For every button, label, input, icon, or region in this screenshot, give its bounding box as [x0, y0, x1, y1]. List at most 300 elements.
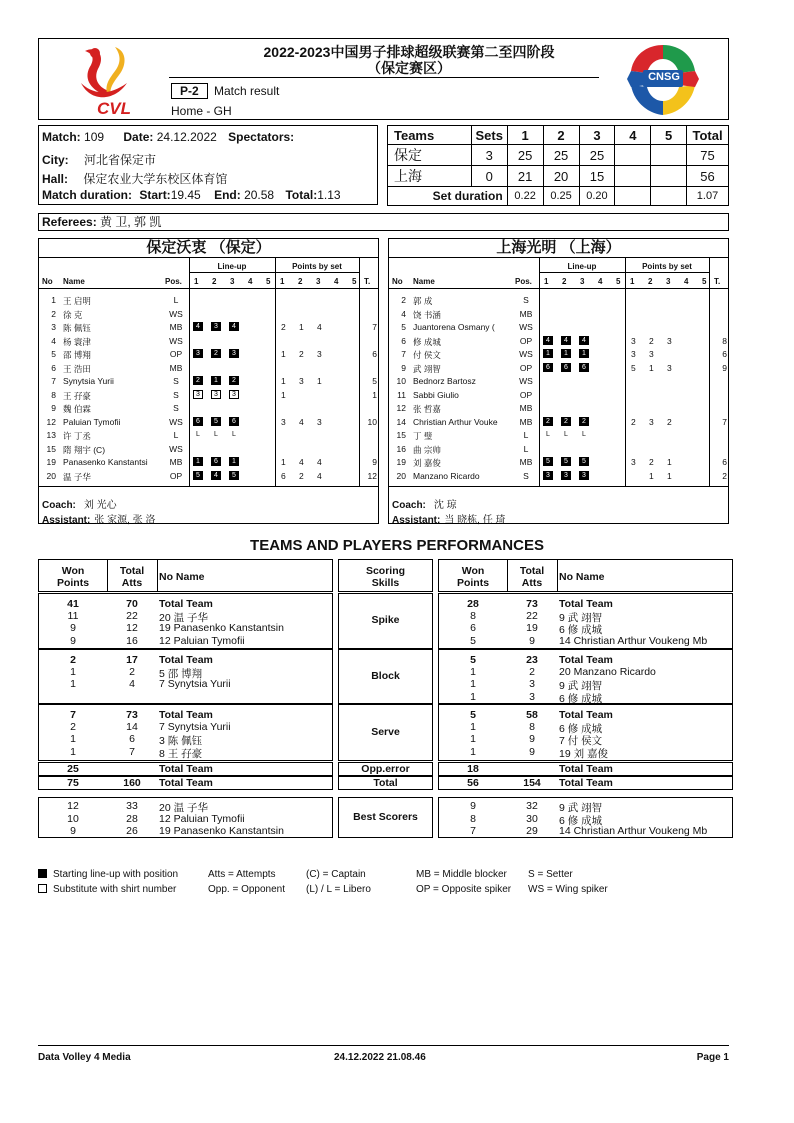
player-name: Bednorz Bartosz — [413, 376, 476, 386]
col-no: No — [392, 277, 403, 286]
row-label: Total — [373, 777, 398, 789]
player-row — [39, 457, 378, 471]
set-points: 4 — [317, 457, 322, 467]
player-row — [389, 309, 728, 323]
player-number: 13 — [46, 430, 56, 440]
match-number: 109 — [84, 130, 105, 144]
hdr-sets: Sets — [471, 126, 507, 145]
cvl-logo-text: CVL — [97, 99, 131, 118]
legend-captain: (C) = Captain — [306, 869, 366, 880]
player-number: 12 — [396, 403, 406, 413]
sets-won: 3 — [471, 145, 507, 166]
hdr-total: Total — [687, 126, 729, 145]
set-points: 3 — [649, 349, 654, 359]
legend-mb: MB = Middle blocker — [416, 869, 507, 880]
player-row — [39, 390, 378, 404]
player-name: 20 Manzano Ricardo — [559, 666, 656, 679]
referees-box — [38, 213, 729, 231]
lineup-cell: 2 — [211, 349, 221, 358]
hdr-points: Points — [456, 577, 490, 589]
set-points: 3 — [631, 335, 636, 346]
skill-name: Serve — [371, 725, 400, 738]
won-points: 10 — [67, 812, 79, 825]
skill-block-label — [338, 593, 433, 649]
opp_error-away — [438, 762, 733, 776]
hdr-set4: 4 — [615, 126, 651, 145]
header-divider — [39, 288, 378, 289]
header-box — [38, 38, 729, 120]
lineup-cell: 6 — [193, 417, 203, 426]
player-name: 19 刘 嘉俊 — [559, 747, 609, 760]
total-atts: 160 — [123, 777, 141, 789]
total-atts: 30 — [526, 812, 538, 825]
col-no: No — [42, 277, 53, 286]
player-position: L — [173, 295, 179, 305]
player-name: Total Team — [159, 709, 213, 721]
total-atts: 9 — [529, 745, 535, 758]
player-number: 7 — [401, 349, 406, 359]
skill-name: Block — [371, 669, 400, 682]
won-points: 2 — [70, 654, 76, 666]
lineup-cell: 4 — [579, 336, 589, 345]
total-points: 56 — [687, 166, 729, 187]
row-total-label: Total Team — [159, 777, 213, 789]
total-atts: 4 — [129, 678, 135, 691]
skill-block-away — [438, 704, 733, 761]
player-name: 王 启明 — [63, 296, 91, 306]
hdr-total: Total — [119, 565, 145, 577]
col-set: 1 — [544, 277, 549, 286]
assistant-label: Assistant: — [392, 515, 441, 526]
player-name: 陈 佩钰 — [63, 323, 91, 333]
set-score: 25 — [507, 145, 543, 166]
cnsg-logo-text: CNSG — [648, 71, 680, 83]
lineup-cell: L — [232, 431, 236, 438]
won-points: 1 — [470, 678, 476, 691]
set-points: 1 — [281, 349, 286, 359]
total-atts: 32 — [526, 800, 538, 812]
set-points: 1 — [281, 376, 286, 386]
set-duration-label: Set duration — [388, 187, 508, 206]
player-number: 9 — [401, 362, 406, 373]
skill-block-home — [38, 704, 333, 761]
player-number: 11 — [397, 389, 406, 400]
start-label: Start: — [139, 188, 171, 202]
header-divider — [189, 272, 359, 273]
set-duration-total: 1.07 — [687, 187, 729, 206]
col-set: 4 — [598, 277, 603, 286]
match-date: 24.12.2022 — [156, 130, 217, 144]
player-name: 9 武 翊智 — [559, 612, 603, 625]
lineup-cell: 5 — [211, 417, 221, 426]
col-divider — [507, 560, 508, 591]
city-line — [42, 151, 156, 168]
set-points: 3 — [281, 416, 286, 427]
player-number: 10 — [396, 376, 406, 386]
player-name: 8 王 孖豪 — [159, 747, 203, 760]
player-number: 12 — [46, 416, 56, 427]
lineup-cell: 3 — [229, 349, 239, 358]
lineup-cell: 1 — [193, 457, 203, 466]
lineup-cell: 4 — [193, 322, 203, 331]
set-points: 2 — [299, 349, 304, 359]
total-atts: 154 — [523, 777, 541, 789]
city-label: City: — [42, 153, 69, 167]
best-label: Best Scorers — [353, 811, 418, 823]
player-name: 3 陈 佩钰 — [159, 735, 203, 748]
player-name: 邵 博翔 — [63, 350, 91, 360]
player-name: 王 浩田 — [63, 363, 91, 374]
score-row-away — [388, 166, 729, 187]
won-points: 18 — [467, 763, 479, 775]
set-points: 1 — [299, 322, 304, 332]
player-name: 5 邵 博翔 — [159, 668, 203, 681]
hdr-set3: 3 — [579, 126, 615, 145]
col-set: 4 — [684, 277, 689, 286]
won-points: 1 — [470, 721, 476, 734]
player-name: Total Team — [559, 709, 613, 721]
total-atts: 28 — [126, 812, 138, 825]
hdr-set2: 2 — [543, 126, 579, 145]
referees-names: 黄 卫, 郭 凯 — [100, 215, 162, 229]
set-points: 2 — [281, 322, 286, 332]
player-number: 2 — [51, 308, 56, 319]
set-score: 21 — [507, 166, 543, 187]
player-position: OP — [169, 470, 183, 481]
player-row — [39, 417, 378, 431]
set-points: 1 — [317, 376, 322, 386]
set-points: 1 — [649, 470, 654, 481]
set-points: 3 — [317, 349, 322, 359]
set-score — [651, 145, 687, 166]
won-points: 11 — [67, 610, 79, 623]
set-points: 1 — [281, 457, 286, 467]
player-name: 20 温 子华 — [159, 612, 209, 625]
spectators-label: Spectators: — [228, 130, 295, 144]
player-row — [39, 363, 378, 377]
set-points: 3 — [667, 362, 672, 373]
set-duration: 0.22 — [507, 187, 543, 206]
legend-libero: (L) / L = Libero — [306, 884, 371, 895]
won-points: 9 — [70, 622, 76, 635]
team-title: 保定沃衷 （保定） — [39, 239, 378, 258]
total-atts: 6 — [129, 733, 135, 746]
player-row — [389, 457, 728, 471]
hdr-set5: 5 — [651, 126, 687, 145]
col-set: 4 — [248, 277, 253, 286]
player-name: 7 付 侯文 — [559, 735, 603, 748]
player-row — [39, 430, 378, 444]
perf-header-skills — [338, 559, 433, 592]
city-value: 河北省保定市 — [84, 153, 157, 167]
legend-opp: Opp. = Opponent — [208, 884, 286, 895]
col-set: 1 — [630, 277, 635, 286]
performance-title: TEAMS AND PLAYERS PERFORMANCES — [250, 537, 544, 554]
won-points: 1 — [70, 745, 76, 758]
set-points: 3 — [317, 416, 322, 427]
lineup-cell: 2 — [229, 376, 239, 385]
hdr-points: Points — [56, 577, 90, 589]
row-total-label: Total Team — [559, 777, 613, 789]
won-points: 28 — [467, 598, 479, 610]
player-name: Paluian Tymofii — [63, 416, 121, 427]
duration-label: Match duration: — [42, 188, 132, 202]
player-position: S — [173, 389, 179, 400]
set-points: 3 — [299, 376, 304, 386]
assistant-line — [392, 511, 505, 526]
won-points: 1 — [70, 733, 76, 746]
hdr-noname: No Name — [559, 571, 605, 583]
hdr-won: Won — [461, 565, 485, 577]
coach-label: Coach: — [42, 500, 76, 511]
lineup-cell: 2 — [579, 417, 589, 426]
team-title: 上海光明 （上海） — [389, 239, 728, 258]
col-set: 3 — [666, 277, 671, 286]
player-name: 武 翊智 — [413, 363, 441, 374]
player-name: 6 修 成城 — [559, 723, 603, 736]
player-name: 魏 伯霖 — [63, 404, 91, 414]
legend-s: S = Setter — [528, 869, 573, 880]
lineup-header: Line-up — [217, 262, 247, 271]
player-name: 7 Synytsia Yurii — [159, 721, 231, 734]
won-points: 1 — [470, 690, 476, 703]
set-score — [615, 145, 651, 166]
player-row — [39, 309, 378, 323]
won-points: 9 — [470, 800, 476, 812]
doc-name: Match result — [214, 84, 280, 98]
total-atts: 9 — [529, 733, 535, 746]
player-total: 7 — [372, 322, 377, 332]
won-points: 75 — [67, 777, 79, 789]
set-points: 1 — [667, 470, 672, 481]
lineup-cell: 3 — [211, 322, 221, 331]
header-divider — [539, 272, 709, 273]
player-row — [389, 417, 728, 431]
player-name: 14 Christian Arthur Voukeng Mb — [559, 825, 708, 837]
header-divider — [389, 288, 728, 289]
lineup-cell: 5 — [579, 457, 589, 466]
match-info-box — [38, 125, 378, 205]
assistant-label: Assistant: — [42, 515, 91, 526]
player-position: L — [173, 430, 179, 440]
player-number: 5 — [401, 322, 406, 332]
coach-line — [42, 496, 117, 511]
player-position: L — [523, 443, 529, 454]
player-name: 12 Paluian Tymofii — [159, 634, 245, 647]
player-position: WS — [169, 416, 183, 427]
col-set: 5 — [266, 277, 271, 286]
lineup-cell: 4 — [211, 471, 221, 480]
score-table — [387, 125, 729, 206]
total-atts: 26 — [126, 825, 138, 837]
set-points: 2 — [667, 416, 672, 427]
player-total: 1 — [372, 389, 377, 400]
player-number: 6 — [401, 335, 406, 346]
won-points: 5 — [470, 634, 476, 647]
best-scorers-home — [38, 797, 333, 838]
total-atts: 9 — [529, 634, 535, 647]
player-number: 3 — [51, 322, 56, 332]
col-set: 2 — [562, 277, 567, 286]
filled-square-icon — [38, 869, 47, 878]
footer — [38, 1045, 729, 1063]
player-position: WS — [169, 443, 183, 454]
player-total: 5 — [372, 376, 377, 386]
set-points: 1 — [667, 457, 672, 467]
lineup-cell: L — [196, 431, 200, 438]
col-set: 2 — [212, 277, 217, 286]
player-row — [389, 471, 728, 485]
col-set: 5 — [702, 277, 707, 286]
player-position: MB — [519, 403, 533, 413]
set-points: 5 — [631, 362, 636, 373]
player-name: 许 丁丞 — [63, 431, 91, 441]
player-number: 4 — [51, 335, 56, 346]
col-name: Name — [63, 277, 85, 286]
player-name: Juantorena Osmany ( — [413, 322, 495, 332]
row-total-label: Total Team — [559, 763, 613, 775]
total-atts: 58 — [526, 709, 538, 721]
coach-name: 刘 光心 — [83, 500, 117, 511]
player-total: 12 — [367, 470, 377, 481]
set-score — [651, 166, 687, 187]
team-name: 保定 — [388, 145, 472, 166]
lineup-cell: 3 — [193, 390, 203, 399]
skill-block-away — [438, 649, 733, 704]
hdr-teams: Teams — [388, 126, 472, 145]
player-name: Total Team — [159, 598, 213, 610]
total-label: Total: — [285, 188, 318, 202]
col-pos: Pos. — [165, 277, 182, 286]
hdr-atts: Atts — [121, 577, 143, 589]
total-atts: 14 — [126, 721, 138, 734]
set-points: 3 — [631, 349, 636, 359]
player-total: 7 — [722, 416, 727, 427]
coach-divider — [389, 486, 728, 487]
footer-timestamp: 24.12.2022 21.08.46 — [334, 1052, 426, 1063]
player-position: MB — [519, 308, 533, 319]
lineup-cell: 2 — [561, 417, 571, 426]
lineup-cell: L — [582, 431, 586, 438]
legend-ws: WS = Wing spiker — [528, 884, 608, 895]
player-row — [389, 363, 728, 377]
row-label: Opp.error — [361, 763, 410, 775]
player-number: 9 — [51, 403, 56, 413]
lineup-cell: 3 — [579, 471, 589, 480]
player-position: OP — [519, 335, 533, 346]
hdr-set1: 1 — [507, 126, 543, 145]
player-total: 9 — [372, 457, 377, 467]
set-points: 1 — [281, 389, 286, 400]
total-atts: 2 — [529, 666, 535, 679]
player-row — [39, 444, 378, 458]
total-atts: 22 — [126, 610, 138, 623]
hall-line — [42, 170, 227, 187]
hall-label: Hall: — [42, 172, 69, 186]
won-points: 1 — [70, 678, 76, 691]
lineup-cell: 3 — [543, 471, 553, 480]
player-number: 20 — [46, 470, 56, 481]
hdr-noname: No Name — [159, 571, 205, 583]
col-divider — [557, 560, 558, 591]
doc-code: P-2 — [171, 83, 208, 99]
won-points: 7 — [70, 709, 76, 721]
player-row — [39, 336, 378, 350]
player-number: 16 — [396, 443, 406, 454]
player-position: MB — [169, 362, 183, 373]
player-position: S — [173, 376, 179, 386]
player-number: 15 — [396, 430, 406, 440]
total-atts: 23 — [526, 654, 538, 666]
player-name: Sabbi Giulio — [413, 389, 459, 400]
total-atts: 2 — [129, 666, 135, 679]
opp_error-label — [338, 762, 433, 776]
team-name: 上海 — [388, 166, 472, 187]
player-number: 20 — [396, 470, 406, 481]
player-name: Panasenko Kanstantsi — [63, 457, 148, 467]
total-atts: 29 — [526, 825, 538, 837]
player-position: S — [523, 470, 529, 481]
set-points: 3 — [667, 335, 672, 346]
won-points: 6 — [470, 622, 476, 635]
player-name: 郭 成 — [413, 296, 433, 306]
title-divider — [169, 77, 599, 78]
total-atts: 7 — [129, 745, 135, 758]
total-atts: 3 — [529, 678, 535, 691]
hdr-atts: Atts — [521, 577, 543, 589]
player-position: WS — [519, 322, 533, 332]
player-number: 19 — [396, 457, 406, 467]
player-name: 杨 寰津 — [63, 336, 91, 347]
lineup-header: Line-up — [567, 262, 597, 271]
total-points: 75 — [687, 145, 729, 166]
total-atts: 12 — [126, 622, 138, 635]
col-set: 1 — [280, 277, 285, 286]
player-row — [39, 376, 378, 390]
player-name: 6 修 成城 — [559, 814, 603, 827]
player-name: 19 Panasenko Kanstantsin — [159, 825, 284, 837]
coach-label: Coach: — [392, 500, 426, 511]
home-label: Home - GH — [171, 104, 232, 118]
legend-atts: Atts = Attempts — [208, 869, 276, 880]
col-total: T. — [714, 277, 721, 286]
title-line-2: （保定赛区） — [367, 60, 451, 76]
skill-name: Spike — [371, 614, 400, 626]
player-name: 9 武 翊智 — [559, 802, 603, 814]
lineup-cell: 4 — [561, 336, 571, 345]
player-total: 6 — [372, 349, 377, 359]
footer-page: Page 1 — [696, 1052, 729, 1063]
coach-divider — [39, 486, 378, 487]
lineup-cell: 1 — [561, 349, 571, 358]
hall-value: 保定农业大学东校区体育馆 — [83, 172, 228, 186]
player-total: 8 — [722, 335, 727, 346]
player-name: 19 Panasenko Kanstantsin — [159, 622, 284, 635]
end-label: End: — [214, 188, 241, 202]
col-set: 2 — [298, 277, 303, 286]
set-duration — [615, 187, 651, 206]
player-row — [39, 295, 378, 309]
total-atts: 22 — [526, 610, 538, 623]
footer-left: Data Volley 4 Media — [38, 1052, 131, 1063]
set-points: 3 — [649, 416, 654, 427]
won-points: 5 — [470, 709, 476, 721]
total-atts: 70 — [126, 598, 138, 610]
col-set: 3 — [230, 277, 235, 286]
player-position: WS — [169, 308, 183, 319]
total-atts: 16 — [126, 634, 138, 647]
won-points: 1 — [470, 733, 476, 746]
